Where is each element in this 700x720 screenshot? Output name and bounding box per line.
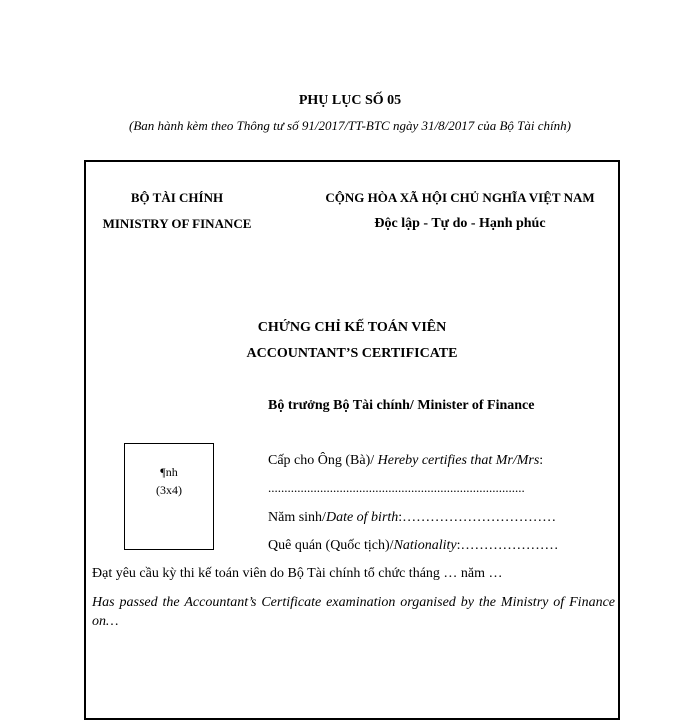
certificate-title-vn: CHỨNG CHỈ KẾ TOÁN VIÊN (257, 320, 447, 335)
issued-to-label-vn: Cấp cho Ông (Bà)/ (268, 453, 378, 468)
birth-line (268, 510, 556, 526)
issued-to-line (268, 453, 543, 469)
ministry-name-vn: BỘ TÀI CHÍNH (130, 190, 224, 205)
ministry-name-en: MINISTRY OF FINANCE (102, 216, 252, 231)
issued-to-colon: : (539, 453, 544, 468)
recipient-name-field: ............................................................................... (268, 480, 525, 495)
republic-name: CỘNG HÒA XÃ HỘI CHỦ NGHĨA VIỆT NAM (325, 190, 595, 205)
birth-field: :…………………………… (398, 510, 557, 525)
hometown-label-vn: Quê quán (Quốc tịch)/ (268, 538, 394, 553)
appendix-subtitle: (Ban hành kèm theo Thông tư số 91/2017/TT-BTC ngày 31/8/2017 của Bộ Tài chính) (129, 118, 571, 133)
photo-size: (3x4) (156, 483, 182, 497)
certificate-frame (84, 160, 620, 720)
issued-to-label-en: Hereby certifies that Mr/Mrs (377, 453, 540, 468)
appendix-title: PHỤ LỤC SỐ 05 (298, 93, 402, 108)
birth-label-vn: Năm sinh/ (268, 510, 326, 525)
certificate-title-en: ACCOUNTANT’S CERTIFICATE (246, 346, 458, 361)
birth-label-en: Date of birth (325, 510, 399, 525)
photo-label: ¶nh (160, 465, 178, 479)
hometown-field: :………………… (456, 538, 559, 553)
minister-line: Bộ trưởng Bộ Tài chính/ Minister of Finance (268, 398, 535, 413)
passed-statement-vn: Đạt yêu cầu kỳ thi kế toán viên do Bộ Tài chính tổ chức tháng … năm … (92, 566, 503, 581)
hometown-label-en: Nationality (393, 538, 457, 553)
passed-statement-en: Has passed the Accountant’s Certificate examination organised by the Ministry of Finance on… (92, 595, 615, 629)
hometown-line (268, 538, 558, 554)
national-motto: Độc lập - Tự do - Hạnh phúc (374, 216, 546, 231)
